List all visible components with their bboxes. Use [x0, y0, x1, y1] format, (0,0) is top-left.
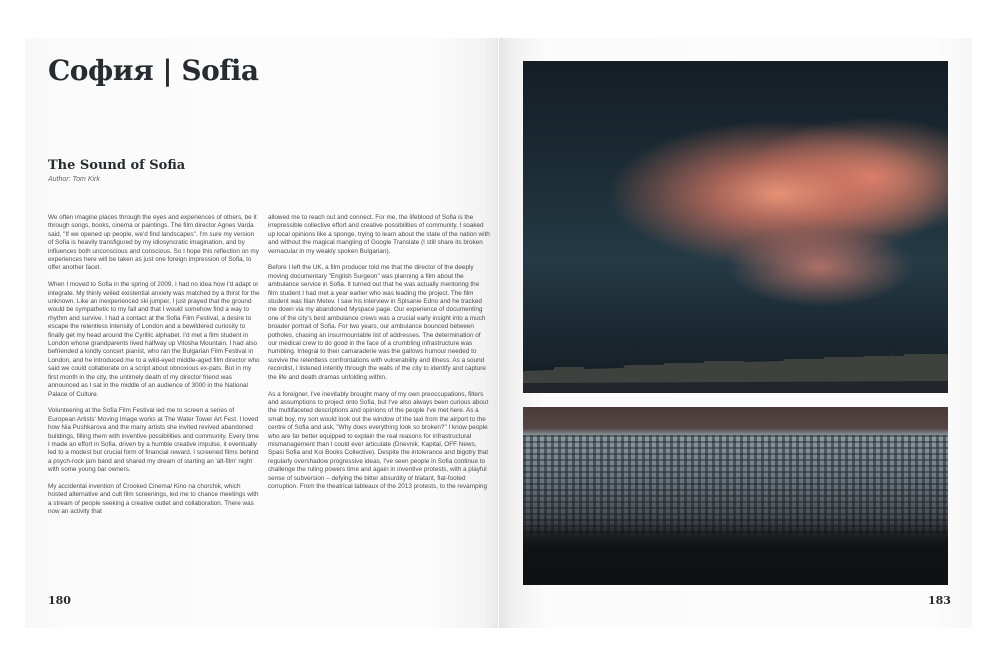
- facade-windows: [523, 435, 948, 535]
- paragraph: allowed me to reach out and connect. For me, the lifeblood of Sofia is the irrepressible collective effort and creative possibilities of community. I soaked up local opinions like a sponge, trying to learn about the state of the nation with and without the magical mangling of Google Translate (I still share its broken vernacular in my weakly spoken Bulgarian).: [268, 214, 490, 255]
- page-number-left: 180: [48, 594, 71, 607]
- paragraph: When I moved to Sofia in the spring of 2009, I had no idea how I'd adapt or integrate. My thinly veiled existential anxiety was matched by a thirst for the unknown. Like an inexperienced ski jumper, I just prayed that the ground would be sympathetic to my fall and that I would somehow find a way to rhythm and survive. I had a contact at the Sofia Film Festival, a desire to escape the relentless intensity of London and a bewildered curiosity to finally get my head around the Cyrillic alphabet. I'd met a film student in London whose grandparents lived halfway up Vitosha Mountain. I had also befriended a kindly concert pianist, who ran the Bulgarian Film Festival in London, and he introduced me to a wild-eyed middle-aged film director who said we could collaborate on a script about obnoxious ex-pats. But in my first month in the city, the untimely death of my director friend was announced as I sat in the middle of an audience of 3000 in the National Palace of Culture.: [48, 281, 260, 398]
- paragraph: Volunteering at the Sofia Film Festival led me to screen a series of European Artists' Moving Image works at The Water Tower Art Fest. I loved how Nia Pushkarova and the many artists she invited revived abandoned buildings, filling them with inventive possibilities and community. Every time I made an effort in Sofia, driven by a humble creative impulse, it eventually led to a modest but crucial form of financial reward. I screened films behind a psych-rock jam band and shared my dream of starting an 'alt-film' night with some young bar owners.: [48, 407, 259, 474]
- body-column-left: [48, 214, 260, 525]
- body-column-right: [268, 214, 490, 500]
- paragraph: As a foreigner, I've inevitably brought many of my own preoccupations, filters and assumptions to project onto Sofia, but I've also always been curious about the multifaceted descriptions and opinions of the people I've met here. As a small boy, my son would look out the window of the taxi from the airport to the centre of Sofia and ask, "Why does everything look so broken?" I know people who are far better equipped to explain the real reasons for infrastructural mismanagement than I could ever articulate (Dnevnik, Kapital, OFF News, Spasi Sofia and Koi Books Collective). Despite the intolerance and bigotry that regularly overshadow progressive ideas, I've seen people in Sofia continue to challenge the ruling powers time and again in inventive protests, with a playful sense of subversion – defying the bitter absurdity of blatant, flat-footed corruption. From the theatrical tableaux of the 2013 protests, to the revamping: [268, 390, 489, 490]
- rooftop-skyline: [523, 353, 948, 393]
- chapter-title: София | Sofia: [48, 54, 259, 87]
- page-number-right: 183: [928, 594, 951, 607]
- dark-foreground: [523, 525, 948, 585]
- paragraph: Before I left the UK, a film producer told me that the director of the deeply moving documentary "English Surgeon" was planning a film about the ambulance service in Sofia. It turned out that he was actually mentoring the film student I had met a year earlier who was leading the project. The film student was Ilian Metev. I saw his interview in Splsanie Edno and he tracked me down via my abandoned Myspace page. Our experience of documenting one of the city's best ambulance crews was a crucial early insight into a much broader portrait of Sofia. For two years, our ambulance bounced between potholes, chasing an insurmountable list of addresses. The determination of our medical crew to do good in the face of a crumbling infrastructure was humbling. Integral to their camaraderie was the gallows humour needed to survive the relentless confrontations with vulnerability and illness. As a sound recordist, I listened intently through the walls of the city to identify and capture the life and death dramas unfolding within.: [268, 264, 486, 381]
- paragraph: My accidental invention of Crooked Cinema/ Kino na chorchik, which hosted alternative and cult film screenings, led me to chance meetings with a stream of people seeking a creative outlet and collaboration. There was now an activity that: [48, 482, 259, 516]
- photo-storm-cloud: [523, 61, 948, 393]
- paragraph: We often imagine places through the eyes and experiences of others, be it through songs, books, cinema or paintings. The film director Agnes Varda said, "If we opened up people, we'd find landscapes". I'm sure my version of Sofia is heavily transfigured by my idiosyncratic imagination, and by influences both unconscious and conscious. So I hope this reflection on my experiences here will be taken as just one foreign impression of Sofia, to offer another facet.: [48, 214, 259, 272]
- article-title: The Sound of Sofia: [48, 158, 186, 173]
- author-byline: Author: Tom Kirk: [48, 176, 100, 183]
- photo-apartment-block: [523, 407, 948, 585]
